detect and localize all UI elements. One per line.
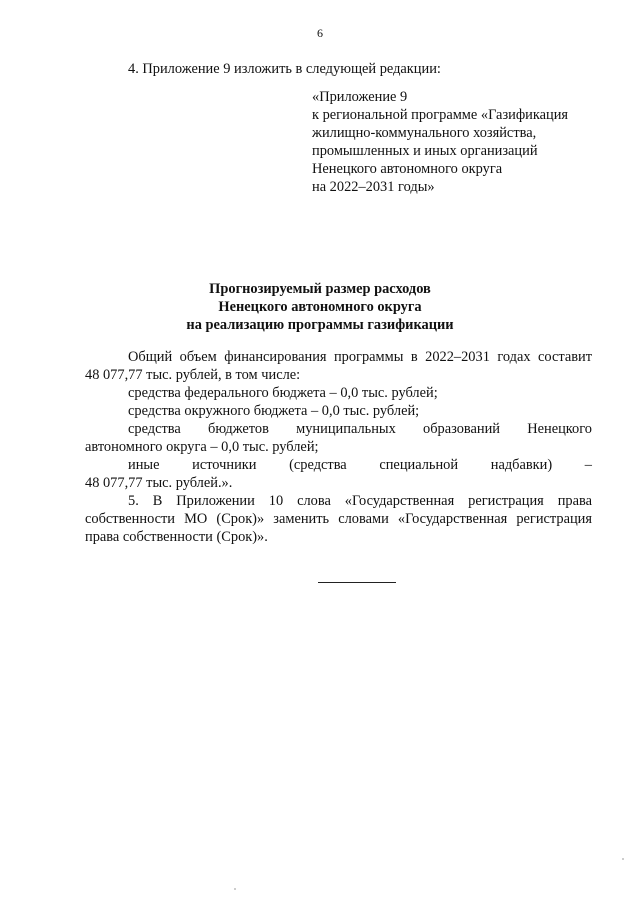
page-number: 6 xyxy=(317,26,323,40)
other-sources-line-1: иные источники (средства специальной надбавки) – xyxy=(128,457,592,473)
scan-speck xyxy=(622,858,624,860)
section-title-line: Ненецкого автономного округа xyxy=(218,299,422,315)
appendix-header-line: жилищно-коммунального хозяйства, xyxy=(312,125,537,141)
appendix-header-line: на 2022–2031 годы» xyxy=(312,179,435,195)
scan-speck xyxy=(234,888,236,890)
other-sources-line-2: 48 077,77 тыс. рублей.». xyxy=(85,475,233,491)
municipal-line-2: автономного округа – 0,0 тыс. рублей; xyxy=(85,439,319,455)
item-5-line-3: права собственности (Срок)». xyxy=(85,529,268,545)
section-title-line: на реализацию программы газификации xyxy=(186,317,454,333)
item-5-line-2: собственности МО (Срок)» заменить словами «Государственная регистрация xyxy=(85,511,592,527)
appendix-header-line: промышленных и иных организаций xyxy=(312,143,538,159)
appendix-header-line: «Приложение 9 xyxy=(312,89,408,105)
total-line-2: 48 077,77 тыс. рублей, в том числе: xyxy=(85,367,301,383)
total-line-1: Общий объем финансирования программы в 2022–2031 годах составит xyxy=(128,349,592,365)
appendix-header-line: к региональной программе «Газификация xyxy=(312,107,569,123)
item-4-text: 4. Приложение 9 изложить в следующей редакции: xyxy=(128,61,441,77)
municipal-line-1: средства бюджетов муниципальных образований Ненецкого xyxy=(128,421,592,437)
district-budget-line: средства окружного бюджета – 0,0 тыс. рублей; xyxy=(128,403,420,419)
item-5-line-1: 5. В Приложении 10 слова «Государственная регистрация права xyxy=(128,493,592,509)
closing-rule xyxy=(318,582,396,583)
section-title-line: Прогнозируемый размер расходов xyxy=(209,281,431,297)
appendix-header-line: Ненецкого автономного округа xyxy=(312,161,503,177)
federal-budget-line: средства федерального бюджета – 0,0 тыс. рублей; xyxy=(128,385,438,401)
